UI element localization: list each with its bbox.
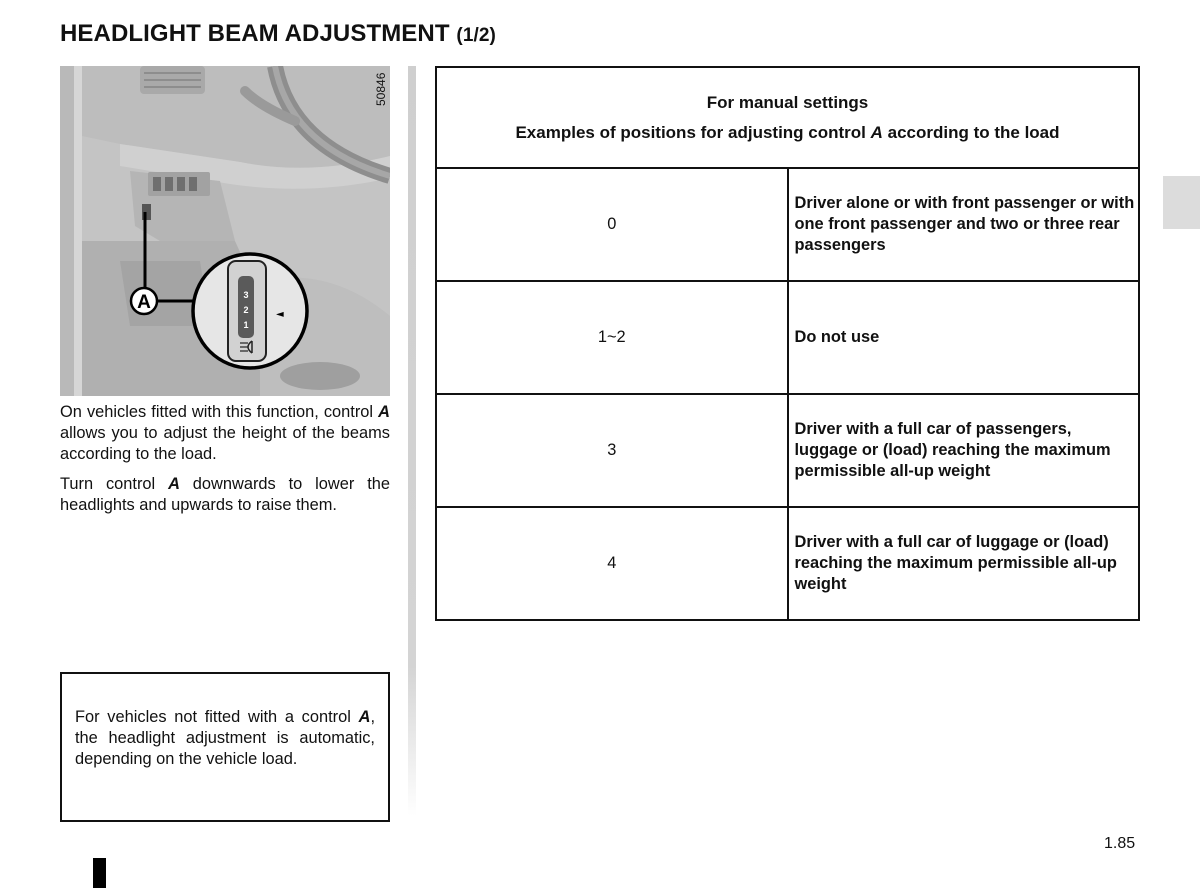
figure-ref-number: 50846 <box>374 72 388 106</box>
table-header-title: For manual settings <box>706 92 869 112</box>
position-cell: 0 <box>436 168 788 281</box>
page-title-suffix: (1/2) <box>456 25 496 46</box>
table-row <box>436 168 1139 281</box>
dial-number-3: 3 <box>243 290 249 300</box>
table-header-cell <box>436 67 1139 168</box>
table-row <box>436 507 1139 620</box>
paragraph-turn-control <box>60 474 390 516</box>
paragraph-function-text-end: allows you to adjust the height of the beams according to the load. <box>60 424 390 463</box>
dial-number-1: 1 <box>243 320 249 330</box>
paragraph-function <box>60 402 390 465</box>
paragraph-function-text: On vehicles fitted with this function, control <box>60 403 379 421</box>
table-row <box>436 394 1139 507</box>
description-cell: Driver with a full car of passengers, luggage or (load) reaching the maximum permissible all-up weight <box>788 394 1140 507</box>
body-text <box>60 402 390 525</box>
page-edge-marker <box>93 858 106 888</box>
dial-arrow-icon: ◄ <box>276 309 284 320</box>
page-title-text: HEADLIGHT BEAM ADJUSTMENT <box>60 20 450 47</box>
position-cell: 3 <box>436 394 788 507</box>
dashboard-illustration <box>60 66 390 396</box>
control-letter: A <box>168 475 180 493</box>
note-text <box>75 707 375 770</box>
paragraph-turn-text: Turn control <box>60 475 169 493</box>
page-number: 1.85 <box>1104 835 1136 852</box>
paragraph-turn-text-end: downwards to lower the headlights and upwards to raise them. <box>60 475 390 514</box>
chapter-side-tab <box>1163 176 1200 229</box>
description-cell: Driver with a full car of luggage or (load) reaching the maximum permissible all-up weight <box>788 507 1140 620</box>
callout-label-a: A <box>137 292 151 313</box>
description-cell: Driver alone or with front passenger or with one front passenger and two or three rear passengers <box>788 168 1140 281</box>
control-letter: A <box>870 122 883 142</box>
page-title <box>60 20 496 48</box>
control-letter: A <box>378 403 390 421</box>
position-cell: 4 <box>436 507 788 620</box>
dial-number-2: 2 <box>243 305 249 315</box>
table-header-subtitle-end: according to the load <box>882 122 1060 142</box>
position-cell: 1~2 <box>436 281 788 394</box>
control-letter: A <box>358 708 371 726</box>
note-text-start: For vehicles not fitted with a control <box>75 708 359 726</box>
description-cell: Do not use <box>788 281 1140 394</box>
table-header-subtitle-start: Examples of positions for adjusting control <box>515 122 871 142</box>
note-text-end: , the headlight adjustment is automatic, depending on the vehicle load. <box>75 708 375 768</box>
table-header-row <box>436 67 1139 168</box>
table-row <box>436 281 1139 394</box>
load-settings-table <box>435 66 1140 621</box>
table-header-subtitle <box>437 118 1138 148</box>
column-divider <box>408 66 416 816</box>
note-box <box>60 672 390 822</box>
